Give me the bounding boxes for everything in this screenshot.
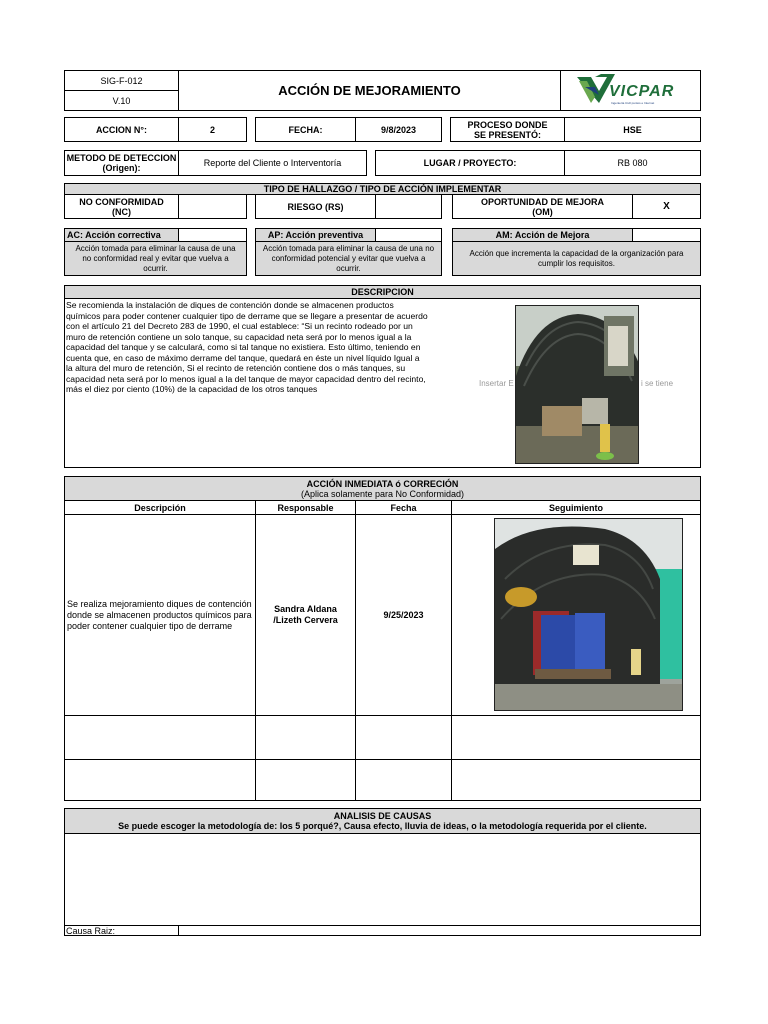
evidence-photo-2 [494, 518, 683, 711]
col-seguimiento: Seguimiento [451, 500, 701, 515]
am-description: Acción que incrementa la capacidad de la organización para cumplir los requisitos. [452, 241, 701, 276]
descripcion-title: DESCRIPCION [64, 285, 701, 299]
ac-description: Acción tomada para eliminar la causa de una no conformidad real y evitar que vuelva a ocurrir. [64, 241, 247, 276]
accion-value: 2 [178, 117, 247, 142]
col-descripcion: Descripción [64, 500, 256, 515]
am-checkbox [632, 228, 701, 242]
nc-label: NO CONFORMIDAD (NC) [64, 194, 179, 219]
causas-title: ANALISIS DE CAUSAS Se puede escoger la metodología de: los 5 porqué?, Causa efecto, lluvia de ideas, o la metodología requerida por el cliente. [64, 808, 701, 834]
lugar-value: RB 080 [564, 150, 701, 176]
row-responsable: Sandra Aldana /Lizeth Cervera [255, 514, 356, 716]
col-fecha: Fecha [355, 500, 452, 515]
om-label: OPORTUNIDAD DE MEJORA (OM) [452, 194, 633, 219]
causas-area [64, 833, 701, 926]
col-responsable: Responsable [255, 500, 356, 515]
fecha-label: FECHA: [255, 117, 356, 142]
fecha-value: 9/8/2023 [355, 117, 442, 142]
insert-placeholder-right: i se tiene [641, 379, 674, 388]
row-fecha: 9/25/2023 [355, 514, 452, 716]
empty-row-1-seg [451, 715, 701, 760]
metodo-label: METODO DE DETECCION (Origen): [64, 150, 179, 176]
logo-text: VICPAR [609, 83, 675, 100]
ap-checkbox [375, 228, 442, 242]
tipo-hallazgo-title: TIPO DE HALLAZGO / TIPO DE ACCIÓN IMPLEMENTAR [64, 183, 701, 195]
proceso-value: HSE [564, 117, 701, 142]
empty-row-2-seg [451, 759, 701, 801]
inmediata-title: ACCIÓN INMEDIATA ó CORRECIÓN (Aplica solamente para No Conformidad) [64, 476, 701, 501]
form-version: V.10 [64, 90, 179, 111]
logo-tagline: Ingeniería Civil puntos e Internet [611, 101, 655, 105]
ac-label: AC: Acción correctiva [64, 228, 179, 242]
causa-raiz-label: Causa Raiz: [64, 925, 179, 936]
proceso-label: PROCESO DONDE SE PRESENTÓ: [450, 117, 565, 142]
row-seguimiento [451, 514, 701, 716]
accion-label: ACCION N°: [64, 117, 179, 142]
insert-placeholder-left: Insertar E [479, 379, 514, 388]
ap-label: AP: Acción preventiva [255, 228, 376, 242]
descripcion-text: Se recomienda la instalación de diques de contención donde se almacenen productos químicos para poder contener cualquier tipo de derrame que se llegare a presentar de acuerdo con el artículo 21 del Decreto 283 de 1990, el cual establece: “Si un recinto rodeado por un muro de retención contiene un solo tanque, su capacidad neta será por lo menos igual a la capacidad del tanque y se calculará, como si tal tanque no existiera. Esto último, teniendo en cuenta que, en caso de máximo derrame del tanque, quedará en éste un nivel líquido Igual a la altura del muro de retención, Si el recinto de retención contiene dos o más tanques, su capacidad neta será por lo menos igual a la del tanque de mayor capacidad dentro del recinto, más el diez por ciento (10%) de la capacidad de los otros tanques [66, 300, 428, 394]
empty-row-2-resp [255, 759, 356, 801]
rs-label: RIESGO (RS) [255, 194, 376, 219]
descripcion-area [64, 298, 701, 468]
ap-description: Acción tomada para eliminar la causa de una no conformidad potencial y evitar que vuelva a ocurrir. [255, 241, 442, 276]
rs-value [375, 194, 442, 219]
nc-value [178, 194, 247, 219]
ac-checkbox [178, 228, 247, 242]
empty-row-2-desc [64, 759, 256, 801]
am-label: AM: Acción de Mejora [452, 228, 633, 242]
metodo-value: Reporte del Cliente o Interventoría [178, 150, 367, 176]
company-logo [560, 70, 701, 111]
empty-row-1-desc [64, 715, 256, 760]
row-descripcion: Se realiza mejoramiento diques de contención donde se almacenen productos químicos para poder contener cualquier tipo de derrame [64, 514, 256, 716]
page-title: ACCIÓN DE MEJORAMIENTO [178, 70, 561, 111]
om-value: X [632, 194, 701, 219]
empty-row-1-resp [255, 715, 356, 760]
evidence-photo-1 [515, 305, 639, 464]
empty-row-1-fecha [355, 715, 452, 760]
form-code: SIG-F-012 [64, 70, 179, 91]
lugar-label: LUGAR / PROYECTO: [375, 150, 565, 176]
empty-row-2-fecha [355, 759, 452, 801]
causa-raiz-value [178, 925, 701, 936]
